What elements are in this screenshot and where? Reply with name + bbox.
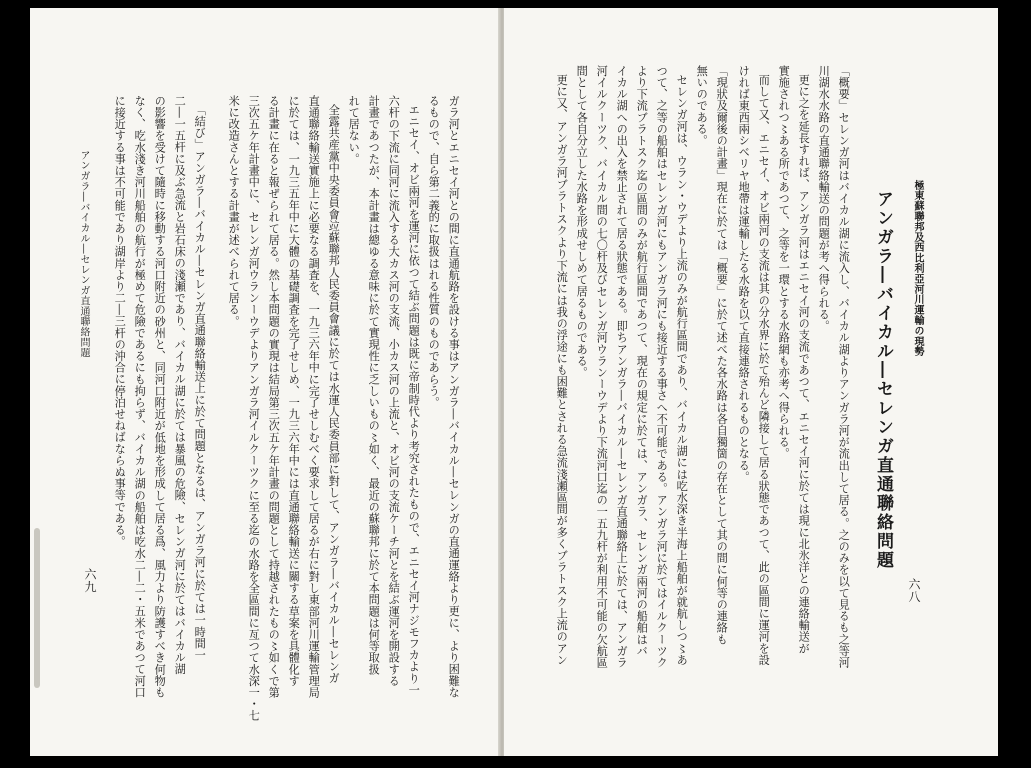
left-col-11: 米に改造さんとする計畫が述べられて居る。 (227, 95, 241, 327)
left-col-1: るもので、自ら第二義的に取扱はれる性質のものであらう。 (427, 95, 441, 409)
left-col-5: れて居ない。 (347, 95, 361, 165)
running-header: 極東蘇聯邦及西比利亞河川運輸の現勢 (912, 180, 923, 357)
left-col-8: に於ては、一九三五年中に大體の基礎調査を完了せしめ、一九三六年中には直通聯絡輸送に關する草案を具體化す (287, 95, 301, 687)
right-col-7: 無いのである。 (695, 65, 709, 147)
right-col-4: 而して又、エニセイ、オビ兩河の支流は其の分水界に於て殆んど隣接して居る狀態であつて、此の區間に運河を設 (757, 74, 771, 666)
right-col-14: 更に又、アンガラ河ブラトスクより下流には我の浮途にも困難とされる急流淺瀬區間が多くブラトスク上流のアン (555, 74, 569, 666)
right-col-3: 實施されつ〻ある所であつて、之等を一環とする水路網も亦考へ得られる。 (777, 65, 791, 460)
left-col-16: に接近する事は不可能であり湖岸より二―三杆の沖合に停泊せねばならぬ事等である。 (113, 95, 127, 548)
right-col-0: 「概要」セレンガ河はバイカル湖に流入し、バイカル湖よりアンガラ河が流出して居る。之のみを以て見るも之等河 (837, 65, 851, 669)
right-col-2: 更に之を延長すれば、アンガラ河はエニセイ河の支流であつて、エニセイ河に於ては現に北氷洋との連絡輸送が (797, 74, 811, 654)
right-col-9: つて、之等の船舶はセレンガ河にもアンガラ河にも接近する事さへ不可能である。アンガラ河に於てはイルクーツク (655, 65, 669, 669)
left-col-12: 「結び」アンガラ―バイカル―セレンガ直通聯絡輸送上に於て問題となるは、アンガラ河に於ては一時間一 (193, 104, 207, 661)
left-col-9: る計畫に在ると報ぜられて居る。然し本問題の實現は結局第三次五ケ年計畫の問題として持越されたもの〻如くで第 (267, 95, 281, 699)
right-col-6: 「現狀及爾後の計畫」現在に於ては「概要」に於て述べた各水路は各自獨箇の存在として其の間に何等の連絡も (715, 65, 729, 645)
left-col-6: 全露共産黨中央委員會竝蘇聯邦人民委員會議に於ては水運人民委員部に對して、アンガラ―バイカル―セレンガ (327, 104, 341, 684)
left-page-number: 六九 (83, 568, 97, 593)
right-col-5: ければ東西兩シベリヤ地帶は運輸したる水路を以て直接連絡されるものとなる。 (737, 65, 751, 483)
article-title: アンガラ―バイカル―セレンガ直通聯絡問題 (873, 190, 893, 570)
left-col-2: エニセイ、オビ兩河を運河に依つて結ぶ問題は既に帝制時代より考究されたもので、エニセイ河ナジモフカより一 (407, 104, 421, 696)
left-col-3: 六杆の下流に同河に流入する大カス河の支流、小カス河の上流と、オビ河の支流ケーチ河とを結ぶ運河を開設する (387, 95, 401, 687)
left-col-0: ガラ河とエニセイ河との間に直通航路を設ける事はアンガラ―バイカル―セレンガの直通運絡より更に、より困難な (447, 95, 461, 699)
left-col-10: 三次五ケ年計畫中に、セレンガ河ウランーウデよりアンガラ河イルクーツクに至る迄の水路を全區間に亙つて水深一・七 (247, 95, 261, 722)
right-col-12: 河イルクーツク、バイカル間の七〇杆及びセレンガ河ウランーウデより下流河口迄の一五九杆が利用不可能の欠航區 (595, 65, 609, 669)
right-col-11: イカル湖への出入を禁止されて居る狀態である。即ちアンガラ―バイカル―セレンガ直通聯絡上に於ては、アンガラ (615, 65, 629, 669)
right-col-13: 間として各自分立した水路を形成せしめて居るものである。 (575, 65, 589, 379)
left-col-15: なく、吃水淺き河川船舶の航行が極めて危險であるにも拘らず、バイカル湖の船舶は吃水二―二・五米であつて河口 (133, 95, 147, 699)
right-page-number: 六八 (907, 578, 921, 603)
right-col-1: 川湖水水路の直通聯絡輸送の問題が考へ得られる。 (817, 65, 831, 332)
right-col-10: より下流ブラトスク迄の區間のみが航行區間であつて、現在の規定に於ては、アンガラ、セレンガ兩河の船舶はバ (635, 65, 649, 657)
left-col-13: 二―一五杆に及ぶ急流と岩石床の淺瀬であり、バイカル湖に於ては暴風の危險、セレンガ河に於てはバイカル湖 (173, 95, 187, 675)
left-col-4: 計畫であつたが、本計畫は總ゆる意味に於て實現性に乏しいもの〻如く、最近の蘇聯邦に於て本問題は何等取扱 (367, 95, 381, 675)
left-running-footer: アンガラ―バイカル―セレンガ直通聯絡問題 (78, 150, 89, 358)
left-col-14: の影響を受けて隨時に移動する河口附近の砂州と、同河口附近が低地を形成して居る爲、風力より防護すべき何物も (153, 95, 167, 699)
right-col-8: セレンガ河は、ウラン・ウデより上流のみが航行區間であり、バイカル湖には吃水深き半海上船舶が就航しつ〻あ (675, 74, 689, 666)
scan-shadow (34, 528, 40, 688)
left-col-7: 直通聯絡輸送實施上に必要なる調査を、一九三六年中に完了せしむべく要求して居るが右に對し東部河川運輸管理局 (307, 95, 321, 699)
